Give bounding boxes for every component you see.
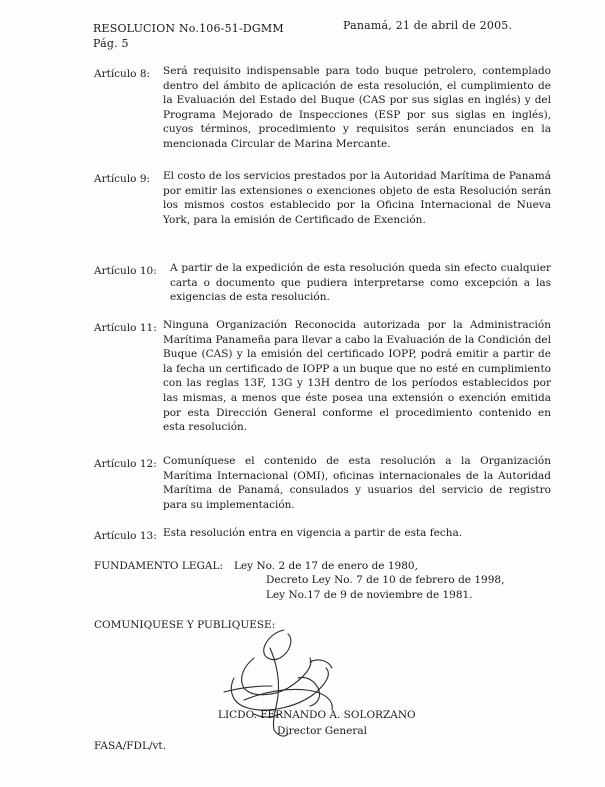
article-11-text: Ninguna Organización Reconocida autorizada por la Administración Marítima Panameña para llevar a cabo la Evaluación de la Condición del Buque (CAS) y la emisión del certificado IOPP, podrá emitir a partir de la fecha un certificado de IOPP a un buque que no esté en cumplimiento con las reglas 13F, 13G y 13H dentro de los períodos establecidos por las mismas, a menos que éste posea una extensión o exención emitida por esta Dirección General conforme el procedimiento contenido en esta resolución. [163, 319, 551, 434]
legal-basis-label: FUNDAMENTO LEGAL: [94, 560, 223, 572]
article-9-label: Artículo 9: [94, 173, 151, 185]
legal-basis-line-3: Ley No.17 de 9 de noviembre de 1981. [266, 589, 473, 601]
legal-basis-line-1: Ley No. 2 de 17 de enero de 1980, [234, 560, 418, 572]
article-13-text: Esta resolución entra en vigencia a partir de esta fecha. [163, 527, 463, 539]
signatory-title: Director General [277, 725, 368, 737]
reference-initials: FASA/FDL/vt. [94, 740, 166, 752]
legal-basis-line-2: Decreto Ley No. 7 de 10 de febrero de 1998, [266, 574, 505, 586]
document-date: Panamá, 21 de abril de 2005. [343, 19, 513, 32]
page-number: Pág. 5 [93, 37, 129, 50]
article-11-label: Artículo 11: [94, 322, 157, 334]
article-8-text: Será requisito indispensable para todo buque petrolero, contemplado dentro del ámbito de aplicación de esta resolución, el cumplimiento de la Evaluación del Estado del Buque (CAS por sus siglas en inglés) y del Programa Mejorado de Inspecciones (ESP por sus siglas en inglés), cuyos términos, procedimiento y requisitos serán enunciados en la mencionada Circular de Marina Mercante. [163, 65, 551, 150]
article-10-label: Artículo 10: [94, 265, 157, 277]
article-12-text: Comuníquese el contenido de esta resolución a la Organización Marítima Internacional (OMI), oficinas internacionales de la Autoridad Marítima de Panamá, consulados y usuarios del servicio de registro para su implementación. [163, 455, 551, 511]
article-12-label: Artículo 12: [94, 458, 157, 470]
article-9-text: El costo de los servicios prestados por la Autoridad Marítima de Panamá por emitir las extensiones o exenciones objeto de esta Resolución serán los mismos costos establecido por la Oficina Internacional de Nueva York, para la emisión de Certificado de Exención. [163, 170, 551, 226]
article-8-label: Artículo 8: [94, 68, 151, 80]
article-10-text: A partir de la expedición de esta resolución queda sin efecto cualquier carta o documento que pudiera interpretarse como excepción a las exigencias de esta resolución. [170, 262, 551, 304]
resolution-number: RESOLUCION No.106-51-DGMM [93, 22, 284, 35]
closing-formula: COMUNIQUESE Y PUBLIQUESE: [94, 619, 276, 631]
signatory-name: LICDO. FERNANDO A. SOLORZANO [218, 709, 416, 721]
article-13-label: Artículo 13: [94, 530, 157, 542]
